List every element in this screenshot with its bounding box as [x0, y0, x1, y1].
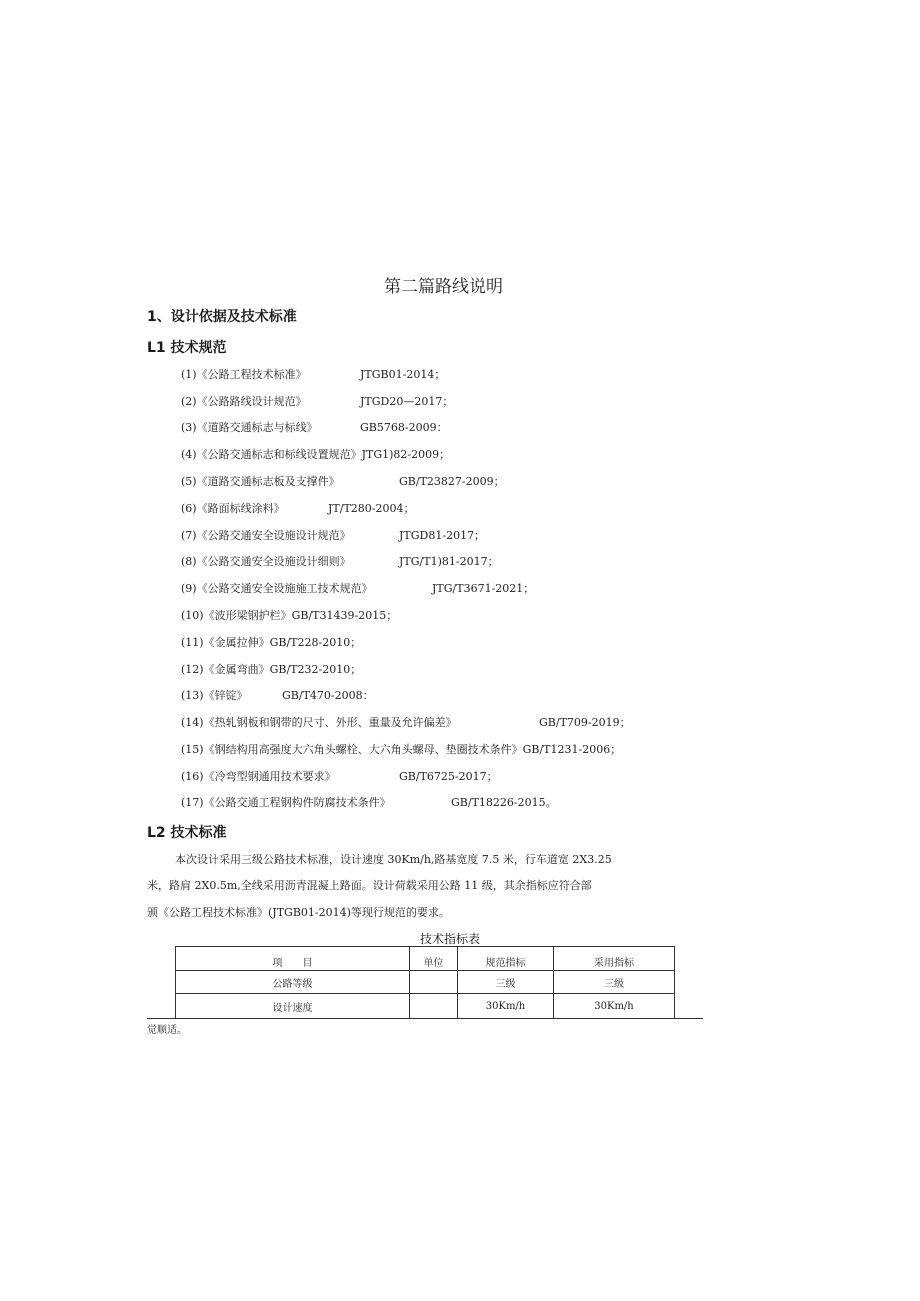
standard-name: (10)《波形梁钢护栏》GB/T31439-2015；	[181, 609, 398, 622]
list-item	[181, 419, 448, 435]
page-title: 第二篇路线说明	[384, 277, 503, 297]
table-cell: 设计速度	[176, 994, 410, 1019]
table-header-row	[176, 947, 675, 971]
table-cell: 公路等级	[176, 971, 410, 994]
standard-name: (4)《公路交通标志和标线设置规范》JTG1)82-2009；	[181, 448, 451, 461]
standard-code: GB/T6725-2017；	[399, 770, 498, 783]
standard-name: (13)《锌锭》	[181, 689, 248, 702]
standard-code: JT/T280-2004；	[328, 502, 415, 515]
standard-name: (17)《公路交通工程钢构件防腐技术条件》	[181, 796, 391, 809]
list-item	[181, 794, 557, 810]
standard-name: (8)《公路交通安全设施设计细则》	[181, 555, 351, 568]
list-item	[181, 714, 631, 730]
table-cell: 三级	[458, 971, 554, 994]
table-cell	[410, 994, 458, 1019]
list-item	[181, 607, 397, 623]
standard-name: (5)《道路交通标志板及支撑件》	[181, 475, 340, 488]
standard-code: JTGD20—2017；	[360, 395, 454, 408]
standard-name: (9)《公路交通安全设施施工技术规范》	[181, 582, 373, 595]
standard-name: (15)《钢结构用高强度大六角头螺栓、大六角头螺母、垫圈技术条件》GB/T1231-2006；	[181, 743, 622, 756]
list-item	[181, 687, 374, 703]
section-heading-1: 1、设计依据及技术标准	[147, 309, 297, 325]
standard-code: JTG/T1)81-2017；	[399, 555, 499, 568]
table-cell: 30Km/h	[458, 994, 554, 1019]
table-header-cell: 项 目	[176, 947, 410, 971]
standard-name: (11)《金属拉伸》GB/T228-2010；	[181, 636, 362, 649]
list-item	[181, 500, 415, 516]
list-item	[181, 661, 361, 677]
table-header-cell: 规范指标	[458, 947, 554, 971]
list-item	[181, 366, 446, 382]
trailing-text: 觉顺适。	[147, 1025, 187, 1036]
table-row	[176, 971, 675, 994]
table-cell: 三级	[554, 971, 675, 994]
table-caption: 技术指标表	[419, 932, 480, 946]
section-heading-1-1: L1 技术规范	[147, 340, 227, 356]
standard-code: GB/T709-2019；	[539, 716, 631, 729]
tech-index-table	[175, 946, 675, 1019]
list-item	[181, 393, 454, 409]
standard-code: GB/T23827-2009；	[399, 475, 505, 488]
standard-code: JTGD81-2017；	[399, 529, 486, 542]
paragraph-line: 颁《公路工程技术标准》(JTGB01-2014)等现行规范的要求。	[147, 906, 450, 919]
table-cell: 30Km/h	[554, 994, 675, 1019]
standard-name: (12)《金属弯曲》GB/T232-2010；	[181, 663, 362, 676]
standard-code: JTGB01-2014；	[360, 368, 446, 381]
list-item	[181, 634, 361, 650]
table-cell	[410, 971, 458, 994]
list-item	[181, 527, 486, 543]
standard-name: (16)《冷弯型钢通用技术要求》	[181, 770, 336, 783]
table-row	[176, 994, 675, 1019]
standard-code: JTG/T3671-2021；	[432, 582, 535, 595]
list-item	[181, 580, 535, 596]
standard-name: (3)《道路交通标志与标线》	[181, 421, 318, 434]
list-item	[181, 473, 505, 489]
list-item	[181, 553, 499, 569]
standard-code: GB/T18226-2015。	[451, 796, 557, 809]
table-header-cell: 采用指标	[554, 947, 675, 971]
standard-code: GB/T470-2008：	[282, 689, 374, 702]
standard-code: GB5768-2009：	[360, 421, 448, 434]
table-header-cell: 单位	[410, 947, 458, 971]
list-item	[181, 741, 621, 757]
paragraph-line: 米，路肩 2X0.5m,全线采用沥青混凝上路面。设计荷载采用公路 11 级，其余指标应符合部	[147, 879, 592, 892]
standard-name: (2)《公路路线设计规范》	[181, 395, 307, 408]
standard-name: (14)《热轧钢板和钢带的尺寸、外形、重量及允许偏差》	[181, 716, 457, 729]
section-heading-1-2: L2 技术标准	[147, 825, 227, 841]
standard-name: (1)《公路工程技术标准》	[181, 368, 307, 381]
list-item	[181, 768, 498, 784]
standard-name: (7)《公路交通安全设施设计规范》	[181, 529, 351, 542]
standard-name: (6)《路面标线涂料》	[181, 502, 285, 515]
divider-line	[147, 1018, 703, 1019]
list-item	[181, 446, 450, 462]
paragraph-line: 本次设计采用三级公路技术标准，设计速度 30Km/h,路基宽度 7.5 米，行车道宽 2X3.25	[175, 853, 612, 866]
